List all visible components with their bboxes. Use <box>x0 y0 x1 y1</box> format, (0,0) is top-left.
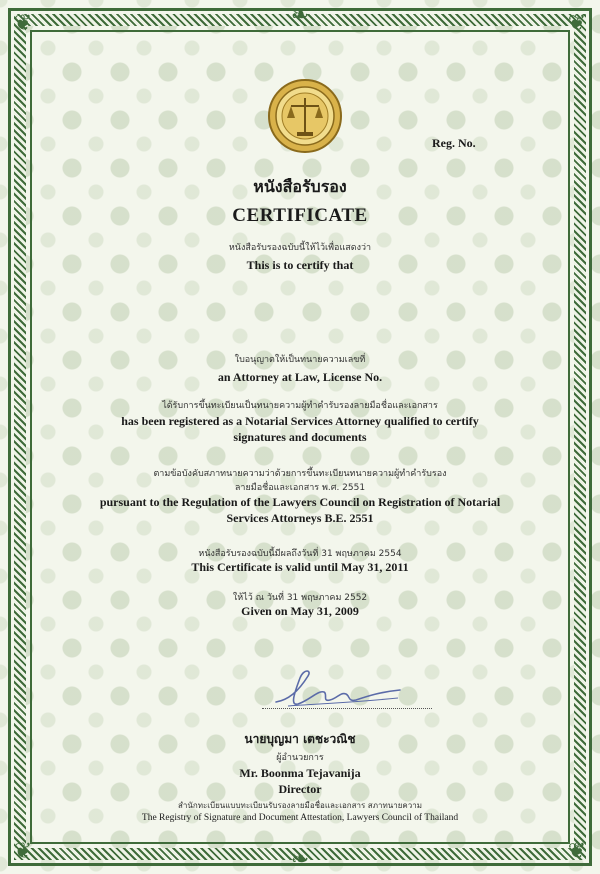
footer-english: The Registry of Signature and Document Attestation, Lawyers Council of Thailand <box>141 813 459 823</box>
reg-no-label: Reg. No. <box>432 136 476 150</box>
title-thai: หนังสือรับรอง <box>253 177 347 196</box>
corner-ornament-icon: ❦ <box>567 10 587 35</box>
given-english: Given on May 31, 2009 <box>241 604 359 618</box>
corner-ornament-icon: ❦ <box>13 838 33 863</box>
regulation-english-2: Services Attorneys B.E. 2551 <box>226 511 374 525</box>
director-signature <box>268 662 408 712</box>
attorney-thai: ใบอนุญาตให้เป็นทนายความเลขที่ <box>234 355 366 365</box>
corner-ornament-icon: ❦ <box>13 10 33 35</box>
regulation-english-1: pursuant to the Regulation of the Lawyers Council on Registration of Notarial <box>99 495 501 509</box>
regulation-thai-1: ตามข้อบังคับสภาทนายความว่าด้วยการขึ้นทะเบียนทนายความผู้ทำคำรับรอง <box>153 469 447 479</box>
regulation-thai-2: ลายมือชื่อและเอกสาร พ.ศ. 2551 <box>234 483 366 493</box>
certify-english: This is to certify that <box>246 258 354 272</box>
given-thai: ให้ไว้ ณ วันที่ 31 พฤษภาคม 2552 <box>232 593 368 603</box>
lawyers-council-seal-icon <box>267 78 343 154</box>
signatory-name-english: Mr. Boonma Tejavanija <box>239 766 361 780</box>
validity-english: This Certificate is valid until May 31, 2011 <box>191 560 409 574</box>
signatory-title-english: Director <box>278 782 322 796</box>
footer-thai: สำนักทะเบียนแบบทะเบียนรับรองลายมือชื่อและเอกสาร สภาทนายความ <box>178 801 422 810</box>
registered-english-2: signatures and documents <box>233 430 367 444</box>
bottom-ornament-icon: ❧ <box>290 846 310 871</box>
signatory-name-thai: นายบุญมา เตชะวณิช <box>244 732 356 746</box>
signature-line <box>262 708 432 709</box>
corner-ornament-icon: ❦ <box>567 838 587 863</box>
certify-thai: หนังสือรับรองฉบับนี้ให้ไว้เพื่อแสดงว่า <box>228 243 372 253</box>
registered-english-1: has been registered as a Notarial Services Attorney qualified to certify <box>121 414 479 428</box>
attorney-english: an Attorney at Law, License No. <box>217 370 383 384</box>
validity-thai: หนังสือรับรองฉบับนี้มีผลถึงวันที่ 31 พฤษภาคม 2554 <box>198 549 402 559</box>
registered-thai: ได้รับการขึ้นทะเบียนเป็นทนายความผู้ทำคำรับรองลายมือชื่อและเอกสาร <box>162 401 438 411</box>
top-ornament-icon: ❧ <box>290 2 310 27</box>
title-english: CERTIFICATE <box>232 205 368 226</box>
signatory-title-thai: ผู้อำนวยการ <box>276 753 324 763</box>
